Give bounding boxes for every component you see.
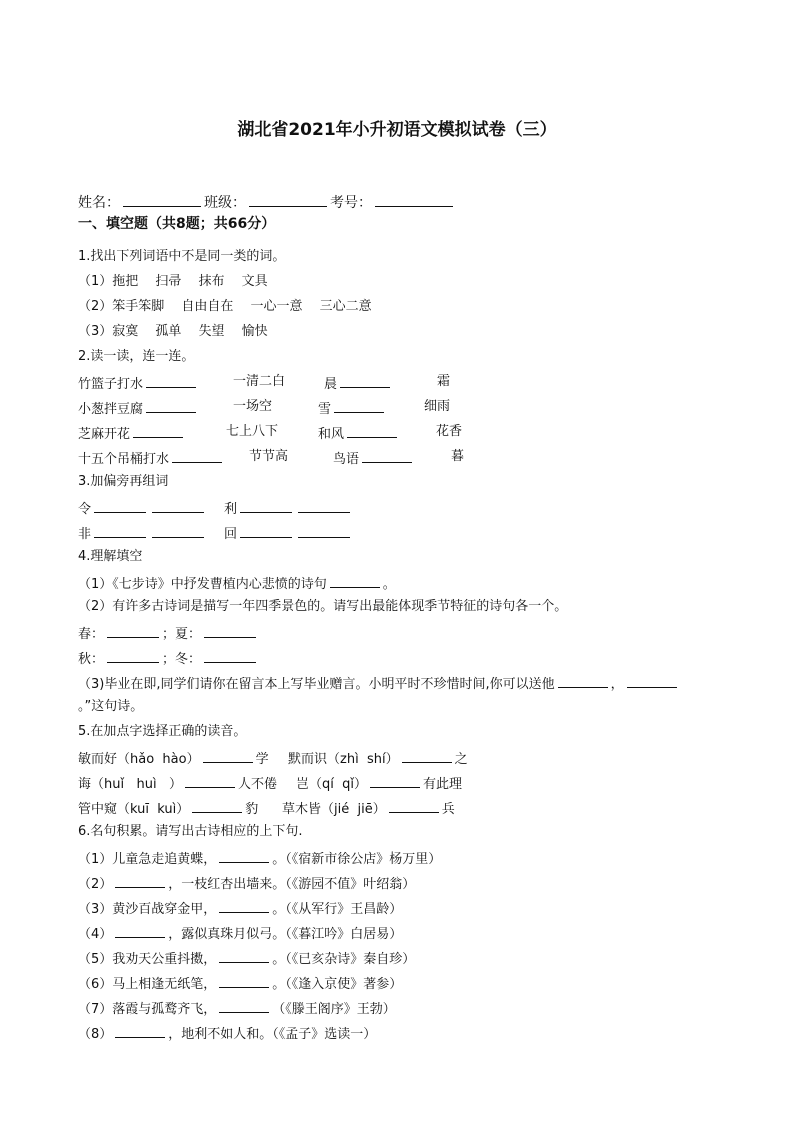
text-segment: （4） xyxy=(78,927,113,942)
q4-line xyxy=(78,574,396,593)
text-segment: 。（《从军行》王昌龄） xyxy=(272,902,403,917)
q6-line xyxy=(78,849,441,868)
answer-blank[interactable] xyxy=(94,524,146,538)
q1-line: （2）笨手笨脚 自由自在 一心一意 三心二意 xyxy=(78,299,372,314)
text-segment: 令 xyxy=(78,502,92,517)
answer-blank[interactable] xyxy=(627,674,677,688)
text-segment: （2） xyxy=(78,877,113,892)
text-segment: 。（《逢入京使》著参） xyxy=(272,977,403,992)
q1-stem: 1.找出下列词语中不是同一类的词。 xyxy=(78,249,286,264)
text-segment: 十五个吊桶打水 xyxy=(78,452,170,467)
text-segment: 人不倦 xyxy=(237,777,277,792)
text-segment: （《滕王阁序》王勃） xyxy=(272,1002,396,1017)
text-segment: 晨 xyxy=(324,377,338,392)
text-segment: （1）儿童急走追黄蝶， xyxy=(78,852,217,867)
q2-item xyxy=(78,449,225,468)
q6-line xyxy=(78,949,415,968)
q6-line xyxy=(78,874,415,893)
answer-blank[interactable] xyxy=(219,999,269,1013)
answer-blank[interactable] xyxy=(146,374,196,388)
name-blank[interactable] xyxy=(123,193,201,207)
q4-line: 。”这句诗。 xyxy=(78,699,144,714)
text-segment: （3)毕业在即,同学们请你在留言本上写毕业赠言。小明平时不珍惜时间,你可以送他 xyxy=(78,677,555,692)
answer-blank[interactable] xyxy=(172,449,222,463)
q5-item xyxy=(288,749,468,768)
answer-blank[interactable] xyxy=(340,374,390,388)
text-segment: 芝麻开花 xyxy=(78,427,131,442)
name-label: 姓名： xyxy=(78,195,120,211)
answer-blank[interactable] xyxy=(133,424,183,438)
text-segment: 豹 xyxy=(245,802,259,817)
answer-blank[interactable] xyxy=(152,524,204,538)
text-segment: 兵 xyxy=(441,802,455,817)
q5-item xyxy=(296,774,462,793)
q5-item xyxy=(78,774,277,793)
text-segment: （1）《七步诗》中抒发曹植内心悲愤的诗句 xyxy=(78,577,327,592)
q2-item xyxy=(318,399,387,418)
answer-blank[interactable] xyxy=(370,774,420,788)
answer-blank[interactable] xyxy=(389,799,439,813)
q4-line: （2）有许多古诗词是描写一年四季景色的。请写出最能体现季节特征的诗句各一个。 xyxy=(78,599,568,614)
answer-blank[interactable] xyxy=(204,649,256,663)
answer-blank[interactable] xyxy=(558,674,608,688)
answer-blank[interactable] xyxy=(115,1024,165,1038)
q2-item: 七上八下 xyxy=(226,424,279,439)
text-segment: 。（《已亥杂诗》秦自珍） xyxy=(272,952,416,967)
q5-stem: 5.在加点字选择正确的读音。 xyxy=(78,724,247,739)
text-segment: （8） xyxy=(78,1027,113,1042)
text-segment: 有此理 xyxy=(423,777,463,792)
page-title: 湖北省2021年小升初语文模拟试卷（三） xyxy=(237,120,557,140)
text-segment: 雪 xyxy=(318,402,332,417)
text-segment: 利 xyxy=(224,502,238,517)
answer-blank[interactable] xyxy=(146,399,196,413)
q6-line xyxy=(78,974,402,993)
answer-blank[interactable] xyxy=(219,849,269,863)
answer-blank[interactable] xyxy=(298,524,350,538)
q6-line xyxy=(78,924,402,943)
q4-line: （3)毕业在即,同学们请你在留言本上写毕业赠言。小明平时不珍惜时间,你可以送他 ， xyxy=(78,674,680,693)
text-segment: 敏而好（hǎo hào） xyxy=(78,752,200,767)
q3-stem: 3.加偏旁再组词 xyxy=(78,474,169,489)
class-label: 班级： xyxy=(204,195,246,211)
q2-item xyxy=(318,424,400,443)
answer-blank[interactable] xyxy=(347,424,397,438)
q2-item: 花香 xyxy=(436,424,463,439)
answer-blank[interactable] xyxy=(152,499,204,513)
answer-blank[interactable] xyxy=(94,499,146,513)
q3-item xyxy=(224,524,353,543)
text-segment: 小葱拌豆腐 xyxy=(78,402,144,417)
text-segment: （6）马上相逢无纸笔， xyxy=(78,977,217,992)
text-segment: 诲（huǐ huì ） xyxy=(78,777,182,792)
q3-item xyxy=(78,499,207,518)
class-blank[interactable] xyxy=(249,193,327,207)
text-segment: 回 xyxy=(224,527,238,542)
q4-seasons xyxy=(78,624,259,643)
text-segment: 非 xyxy=(78,527,92,542)
text-segment: （3）黄沙百战穿金甲， xyxy=(78,902,217,917)
text-segment: 岂（qí qǐ） xyxy=(296,777,367,792)
q5-item xyxy=(78,749,269,768)
text-segment: ；夏： xyxy=(162,627,202,642)
q2-item: 细雨 xyxy=(424,399,451,414)
number-label: 考号： xyxy=(330,195,372,211)
q2-stem: 2.读一读，连一连。 xyxy=(78,349,195,364)
q4-stem: 4.理解填空 xyxy=(78,549,143,564)
q4-seasons xyxy=(78,649,259,668)
q2-item: 暮 xyxy=(451,449,465,464)
text-segment: 鸟语 xyxy=(333,452,360,467)
text-segment: ；冬： xyxy=(162,652,202,667)
answer-blank[interactable] xyxy=(203,749,253,763)
answer-blank[interactable] xyxy=(330,574,380,588)
section-heading: 一、填空题（共8题；共66分） xyxy=(78,216,276,232)
answer-blank[interactable] xyxy=(402,749,452,763)
number-blank[interactable] xyxy=(375,193,453,207)
text-segment: ，一枝红杏出墙来。（《游园不值》叶绍翁） xyxy=(168,877,416,892)
text-segment: 。 xyxy=(382,577,396,592)
q1-line: （3）寂寞 孤单 失望 愉快 xyxy=(78,324,268,339)
answer-blank[interactable] xyxy=(334,399,384,413)
answer-blank[interactable] xyxy=(192,799,242,813)
text-segment: 草木皆（jié jiē） xyxy=(282,802,386,817)
q2-item: 一清二白 xyxy=(233,374,286,389)
answer-blank[interactable] xyxy=(115,874,165,888)
q2-item xyxy=(324,374,393,393)
answer-blank[interactable] xyxy=(219,949,269,963)
answer-blank[interactable] xyxy=(185,774,235,788)
text-segment: 秋： xyxy=(78,652,105,667)
q2-item xyxy=(333,449,415,468)
answer-blank[interactable] xyxy=(115,924,165,938)
q5-item xyxy=(78,799,258,818)
text-segment: 默而识（zhì shí） xyxy=(288,752,399,767)
answer-blank[interactable] xyxy=(107,624,159,638)
q2-item xyxy=(78,424,186,443)
q5-item xyxy=(282,799,455,818)
q6-line xyxy=(78,1024,376,1043)
text-segment: 和风 xyxy=(318,427,345,442)
q2-item xyxy=(78,399,199,418)
answer-blank[interactable] xyxy=(362,449,412,463)
text-segment: 。（《宿新市徐公店》杨万里） xyxy=(272,852,442,867)
q6-stem: 6.名句积累。请写出古诗相应的上下句. xyxy=(78,824,303,839)
text-segment: ，露似真珠月似弓。（《暮江吟》白居易） xyxy=(168,927,403,942)
text-segment: （5）我劝天公重抖擞， xyxy=(78,952,217,967)
q2-item: 节节高 xyxy=(249,449,289,464)
text-segment: 竹篮子打水 xyxy=(78,377,144,392)
q6-line xyxy=(78,899,402,918)
answer-blank[interactable] xyxy=(240,524,292,538)
answer-blank[interactable] xyxy=(204,624,256,638)
answer-blank[interactable] xyxy=(240,499,292,513)
text-segment: 之 xyxy=(454,752,468,767)
answer-blank[interactable] xyxy=(107,649,159,663)
text-segment: 管中窥（kuī kuì） xyxy=(78,802,190,817)
text-segment: 春： xyxy=(78,627,105,642)
q3-item xyxy=(78,524,207,543)
q1-line: （1）拖把 扫帚 抹布 文具 xyxy=(78,274,268,289)
q6-line xyxy=(78,999,396,1018)
answer-blank[interactable] xyxy=(219,899,269,913)
q2-item: 一场空 xyxy=(233,399,273,414)
q2-item xyxy=(78,374,199,393)
text-segment: （7）落霞与孤鹜齐飞， xyxy=(78,1002,217,1017)
text-segment: ，地利不如人和。（《孟子》选读一） xyxy=(168,1027,377,1042)
text-segment: 学 xyxy=(255,752,269,767)
answer-blank[interactable] xyxy=(219,974,269,988)
answer-blank[interactable] xyxy=(298,499,350,513)
q2-item: 霜 xyxy=(437,374,451,389)
q3-item xyxy=(224,499,353,518)
student-info xyxy=(78,193,456,211)
